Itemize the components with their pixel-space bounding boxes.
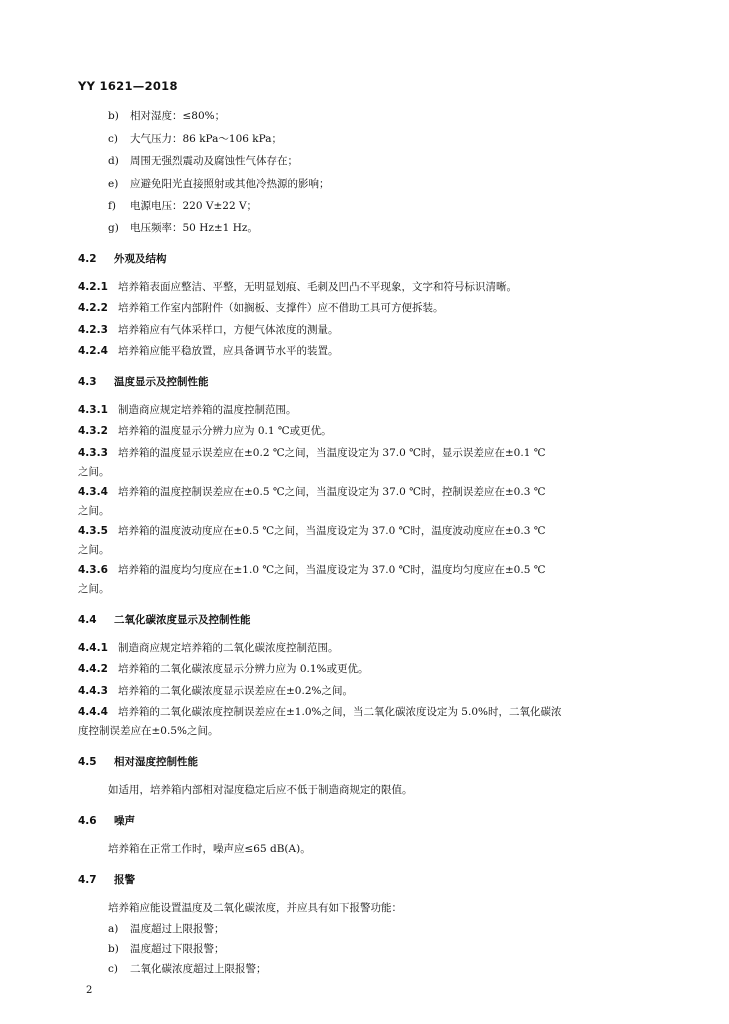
section-title: 温度显示及控制性能 bbox=[114, 376, 209, 388]
clause-text: 培养箱应有气体采样口，方便气体浓度的测量。 bbox=[118, 324, 339, 336]
clause bbox=[78, 301, 444, 315]
clause-text: 培养箱的温度均匀度应在±1.0 ℃之间，当温度设定为 37.0 ℃时，温度均匀度应在±0.5 ℃ bbox=[118, 564, 546, 576]
clause-text: 培养箱的温度波动度应在±0.5 ℃之间，当温度设定为 37.0 ℃时，温度波动度应在±0.3 ℃ bbox=[118, 525, 546, 537]
clause bbox=[78, 705, 562, 719]
clause bbox=[78, 563, 545, 577]
standard-code: YY 1621—2018 bbox=[78, 79, 178, 93]
section-heading bbox=[78, 814, 135, 828]
clause bbox=[78, 280, 517, 294]
list-item-text: 周围无强烈震动及腐蚀性气体存在； bbox=[130, 155, 298, 167]
section-heading bbox=[78, 873, 135, 887]
clause-continuation: 之间。 bbox=[78, 544, 110, 556]
clause-text: 培养箱的温度显示分辨力应为 0.1 ℃或更优。 bbox=[118, 425, 332, 437]
clause-text: 培养箱的二氧化碳浓度显示分辨力应为 0.1%或更优。 bbox=[118, 663, 369, 675]
section-heading bbox=[78, 613, 251, 627]
clause-number: 4.3.4 bbox=[78, 486, 108, 498]
list-item bbox=[108, 109, 225, 123]
list-item-label: d) bbox=[108, 155, 119, 167]
clause-number: 4.4.2 bbox=[78, 663, 108, 675]
page-number: 2 bbox=[86, 985, 93, 996]
clause bbox=[78, 344, 339, 358]
section-number: 4.2 bbox=[78, 253, 97, 265]
clause-text: 培养箱的二氧化碳浓度控制误差应在±1.0%之间，当二氧化碳浓度设定为 5.0%时，二氧化碳浓 bbox=[118, 706, 562, 718]
list-item bbox=[108, 132, 282, 146]
list-item bbox=[108, 199, 257, 213]
clause-number: 4.2.3 bbox=[78, 324, 108, 336]
clause-text: 制造商应规定培养箱的二氧化碳浓度控制范围。 bbox=[118, 642, 339, 654]
clause bbox=[78, 323, 339, 337]
clause-number: 4.3.6 bbox=[78, 564, 108, 576]
clause bbox=[78, 684, 353, 698]
list-item bbox=[108, 221, 258, 235]
section-heading bbox=[78, 755, 198, 769]
clause-continuation: 之间。 bbox=[78, 583, 110, 595]
clause-number: 4.4.4 bbox=[78, 706, 108, 718]
clause-number: 4.4.1 bbox=[78, 642, 108, 654]
clause-continuation: 度控制误差应在±0.5%之间。 bbox=[78, 725, 219, 737]
paragraph: 培养箱在正常工作时，噪声应≤65 dB(A)。 bbox=[108, 843, 311, 855]
section-title: 噪声 bbox=[114, 815, 135, 827]
list-item bbox=[108, 942, 225, 956]
section-number: 4.7 bbox=[78, 874, 97, 886]
clause bbox=[78, 446, 545, 460]
list-item bbox=[108, 962, 267, 976]
paragraph: 如适用，培养箱内部相对湿度稳定后应不低于制造商规定的限值。 bbox=[108, 784, 413, 796]
clause-text: 培养箱的温度显示误差应在±0.2 ℃之间，当温度设定为 37.0 ℃时，显示误差应在±0.1 ℃ bbox=[118, 447, 546, 459]
clause-number: 4.2.1 bbox=[78, 281, 108, 293]
paragraph: 培养箱应能设置温度及二氧化碳浓度，并应具有如下报警功能： bbox=[108, 902, 402, 914]
list-item-label: a) bbox=[108, 923, 119, 935]
list-item-text: 二氧化碳浓度超过上限报警； bbox=[130, 963, 267, 975]
clause bbox=[78, 403, 297, 417]
clause bbox=[78, 424, 332, 438]
clause-number: 4.4.3 bbox=[78, 685, 108, 697]
section-number: 4.3 bbox=[78, 376, 97, 388]
clause-number: 4.3.3 bbox=[78, 447, 108, 459]
clause bbox=[78, 641, 339, 655]
list-item-label: b) bbox=[108, 943, 119, 955]
list-item-text: 电源电压：220 V±22 V； bbox=[130, 200, 258, 212]
section-title: 报警 bbox=[114, 874, 135, 886]
list-item-label: c) bbox=[108, 133, 118, 145]
clause-continuation: 之间。 bbox=[78, 505, 110, 517]
list-item-label: g) bbox=[108, 222, 119, 234]
list-item-label: e) bbox=[108, 178, 119, 190]
clause-text: 培养箱的二氧化碳浓度显示误差应在±0.2%之间。 bbox=[118, 685, 353, 697]
clause-number: 4.3.1 bbox=[78, 404, 108, 416]
list-item-text: 相对湿度：≤80%； bbox=[130, 110, 226, 122]
section-number: 4.5 bbox=[78, 756, 97, 768]
section-title: 外观及结构 bbox=[114, 253, 167, 265]
section-heading bbox=[78, 252, 167, 266]
clause-text: 制造商应规定培养箱的温度控制范围。 bbox=[118, 404, 297, 416]
clause bbox=[78, 524, 545, 538]
list-item-label: f) bbox=[108, 200, 116, 212]
clause bbox=[78, 662, 369, 676]
section-title: 二氧化碳浓度显示及控制性能 bbox=[114, 614, 251, 626]
list-item-text: 电压频率：50 Hz±1 Hz。 bbox=[130, 222, 258, 234]
section-heading bbox=[78, 375, 209, 389]
clause-continuation: 之间。 bbox=[78, 466, 110, 478]
clause-number: 4.3.5 bbox=[78, 525, 108, 537]
clause-text: 培养箱应能平稳放置，应具备调节水平的装置。 bbox=[118, 345, 339, 357]
clause-text: 培养箱的温度控制误差应在±0.5 ℃之间，当温度设定为 37.0 ℃时，控制误差应在±0.3 ℃ bbox=[118, 486, 546, 498]
clause-text: 培养箱工作室内部附件（如搁板、支撑件）应不借助工具可方便拆装。 bbox=[118, 302, 444, 314]
list-item-text: 温度超过上限报警； bbox=[130, 923, 225, 935]
list-item bbox=[108, 922, 225, 936]
list-item bbox=[108, 177, 330, 191]
section-number: 4.4 bbox=[78, 614, 97, 626]
clause-number: 4.2.4 bbox=[78, 345, 108, 357]
clause-number: 4.3.2 bbox=[78, 425, 108, 437]
section-title: 相对湿度控制性能 bbox=[114, 756, 198, 768]
list-item-text: 大气压力：86 kPa～106 kPa； bbox=[130, 133, 283, 145]
list-item bbox=[108, 154, 298, 168]
clause-text: 培养箱表面应整洁、平整，无明显划痕、毛刺及凹凸不平现象，文字和符号标识清晰。 bbox=[118, 281, 517, 293]
list-item-label: b) bbox=[108, 110, 119, 122]
clause-number: 4.2.2 bbox=[78, 302, 108, 314]
section-number: 4.6 bbox=[78, 815, 97, 827]
clause bbox=[78, 485, 545, 499]
list-item-label: c) bbox=[108, 963, 118, 975]
list-item-text: 温度超过下限报警； bbox=[130, 943, 225, 955]
list-item-text: 应避免阳光直接照射或其他冷热源的影响； bbox=[130, 178, 330, 190]
